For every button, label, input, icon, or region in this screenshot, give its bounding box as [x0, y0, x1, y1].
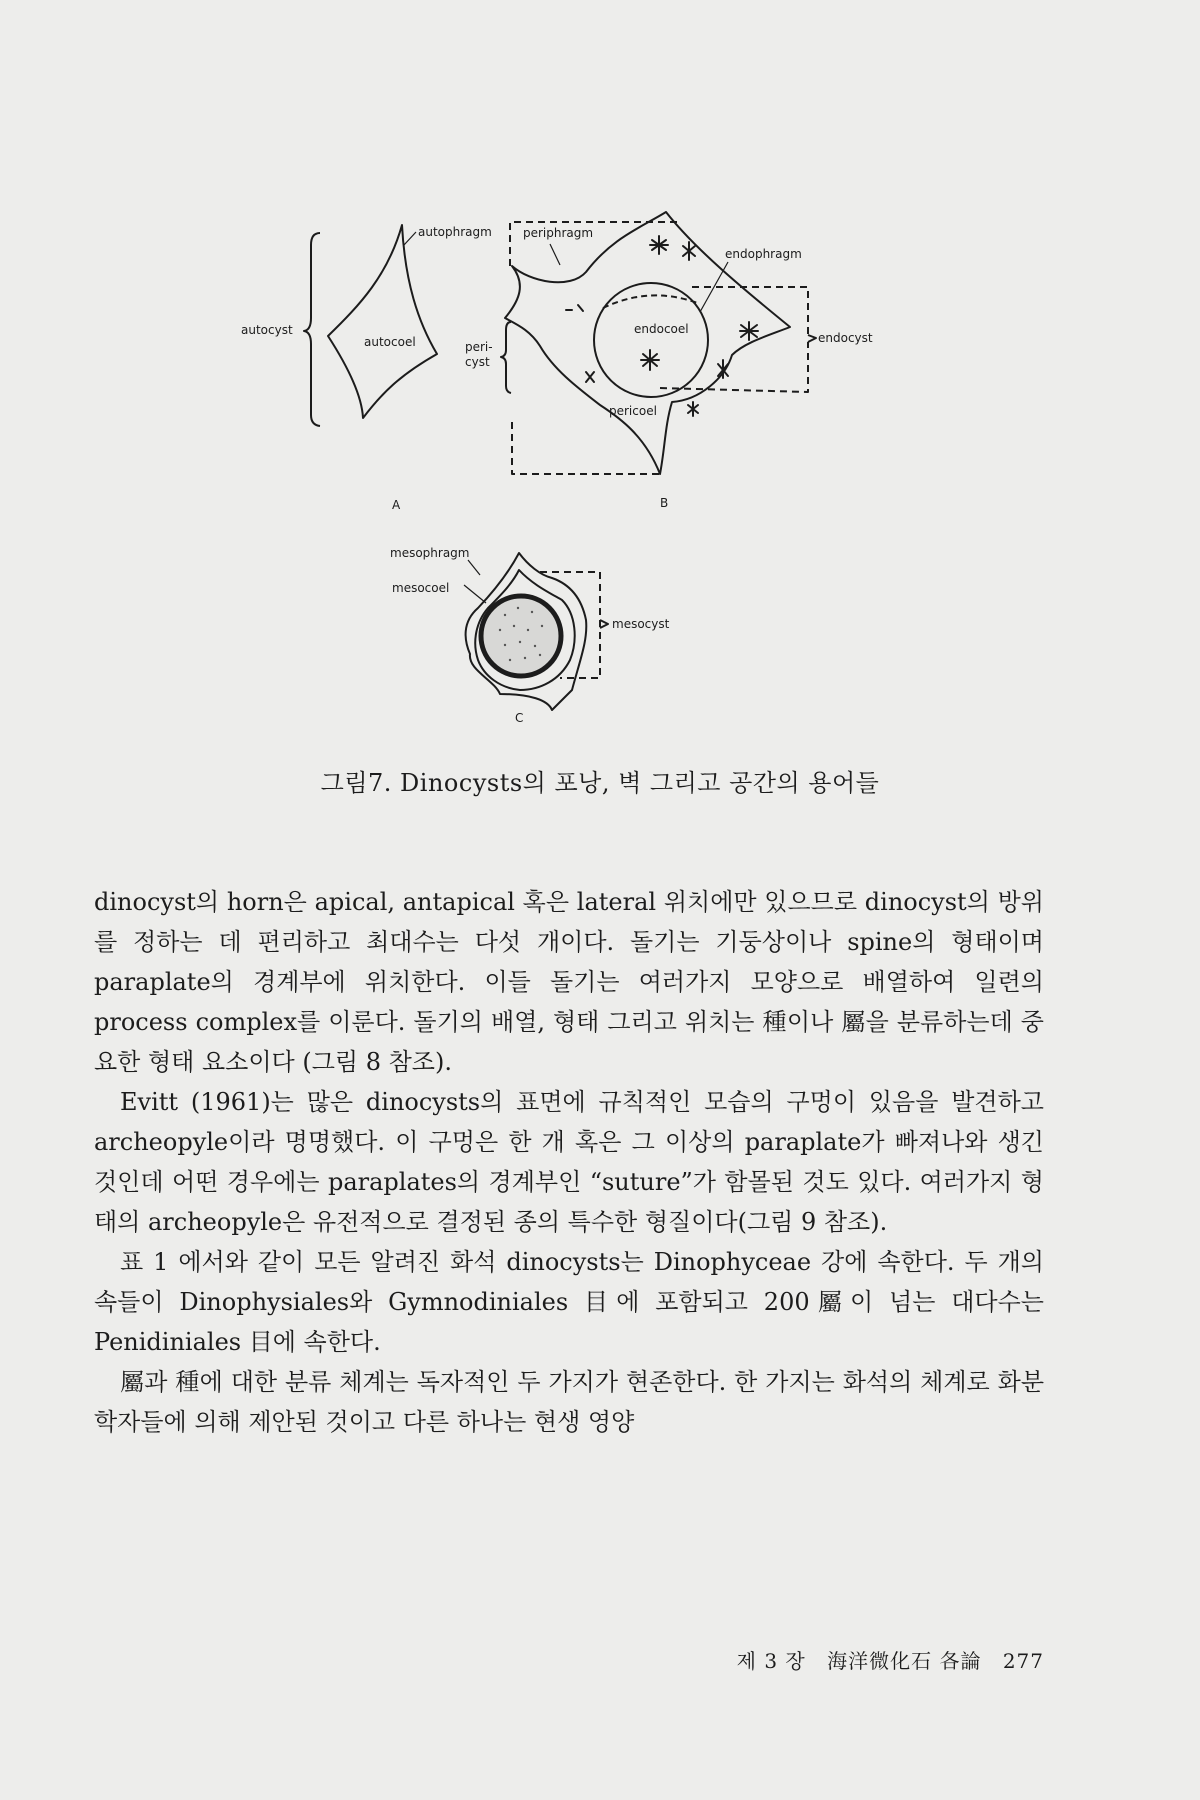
endocyst-top-dashed	[603, 295, 700, 308]
chapter-title: 海洋微化石 各論	[827, 1649, 982, 1673]
mesocyst-label: mesocyst	[612, 617, 670, 631]
page-number: 277	[1002, 1649, 1044, 1673]
endocoel-label: endocoel	[634, 322, 689, 336]
endocyst-label: endocyst	[818, 331, 873, 345]
paragraph-taxonomy: 屬과 種에 대한 분류 체계는 독자적인 두 가지가 현존한다. 한 가지는 화석의 체계로 화분학자들에 의해 제안된 것이고 다른 하나는 현생 영양	[94, 1368, 1044, 1436]
panel-a-label: A	[392, 498, 401, 512]
pericyst-label-line1: peri-	[465, 340, 493, 354]
autophragm-leader	[404, 232, 416, 245]
pericyst-label-line2: cyst	[465, 355, 490, 369]
mesocyst-bracket-tip	[600, 620, 608, 628]
figure-caption: 그림7. Dinocysts의 포낭, 벽 그리고 공간의 용어들	[320, 769, 880, 797]
dinocyst-terminology-figure	[0, 0, 1200, 760]
mesophragm-label: mesophragm	[390, 546, 470, 560]
paragraph-classification: 표 1 에서와 같이 모든 알려진 화석 dinocysts는 Dinophyceae 강에 속한다. 두 개의 속들이 Dinophysiales와 Gymnodiniales 目에 포함되고 200屬이 넘는 대다수는 Penidiniales 目에 속한다.	[94, 1248, 1044, 1356]
panel-c-label: C	[515, 711, 524, 725]
paragraph-horn: dinocyst의 horn은 apical, antapical 혹은 lateral 위치에만 있으므로 dinocyst의 방위를 정하는 데 편리하고 최대수는 다섯 개이다. 돌기는 기둥상이나 spine의 형태이며 paraplate의 경계부에 위치한다. 이들 돌기는 여러가지 모양으로 배열하여 일련의 process complex를 이룬다. 돌기의 배열, 형태 그리고 위치는 種이나 屬을 분류하는데 중요한 형태 요소이다 (그림 8 참조).	[94, 888, 1044, 1076]
pericoel-label: pericoel	[609, 404, 657, 418]
periphragm-label: periphragm	[523, 226, 594, 240]
endocyst-bracket-bottom	[660, 342, 808, 392]
periphragm-outline-lower	[512, 422, 660, 474]
body-text	[94, 882, 1044, 1442]
autocyst-label: autocyst	[241, 323, 293, 337]
page-footer	[723, 1645, 1044, 1674]
autophragm-label: autophragm	[418, 225, 492, 239]
endophragm-label: endophragm	[725, 247, 802, 261]
autocyst-bracket	[304, 233, 320, 426]
panel-b-label: B	[660, 496, 669, 510]
pericyst-brace	[501, 322, 511, 393]
mesocoel-leader	[464, 585, 486, 603]
paragraph-archeopyle: Evitt (1961)는 많은 dinocysts의 표면에 규칙적인 모습의 구멍이 있음을 발견하고 archeopyle이라 명명했다. 이 구멍은 한 개 혹은 그 이상의 paraplate가 빠져나와 생긴 것인데 어떤 경우에는 paraplates의 경계부인 “suture”가 함몰된 것도 있다. 여러가지 형태의 archeopyle은 유전적으로 결정된 종의 특수한 형질이다(그림 9 참조).	[94, 1088, 1044, 1236]
periphragm-leader	[550, 244, 560, 265]
mesophragm-wall	[481, 596, 561, 676]
autocyst-outline	[328, 225, 437, 418]
mesocoel-label: mesocoel	[392, 581, 450, 595]
chapter-label: 제 3 장	[736, 1649, 806, 1673]
endocyst-bracket-tip	[808, 335, 816, 342]
mesophragm-leader	[468, 560, 480, 575]
autocoel-label: autocoel	[364, 335, 416, 349]
